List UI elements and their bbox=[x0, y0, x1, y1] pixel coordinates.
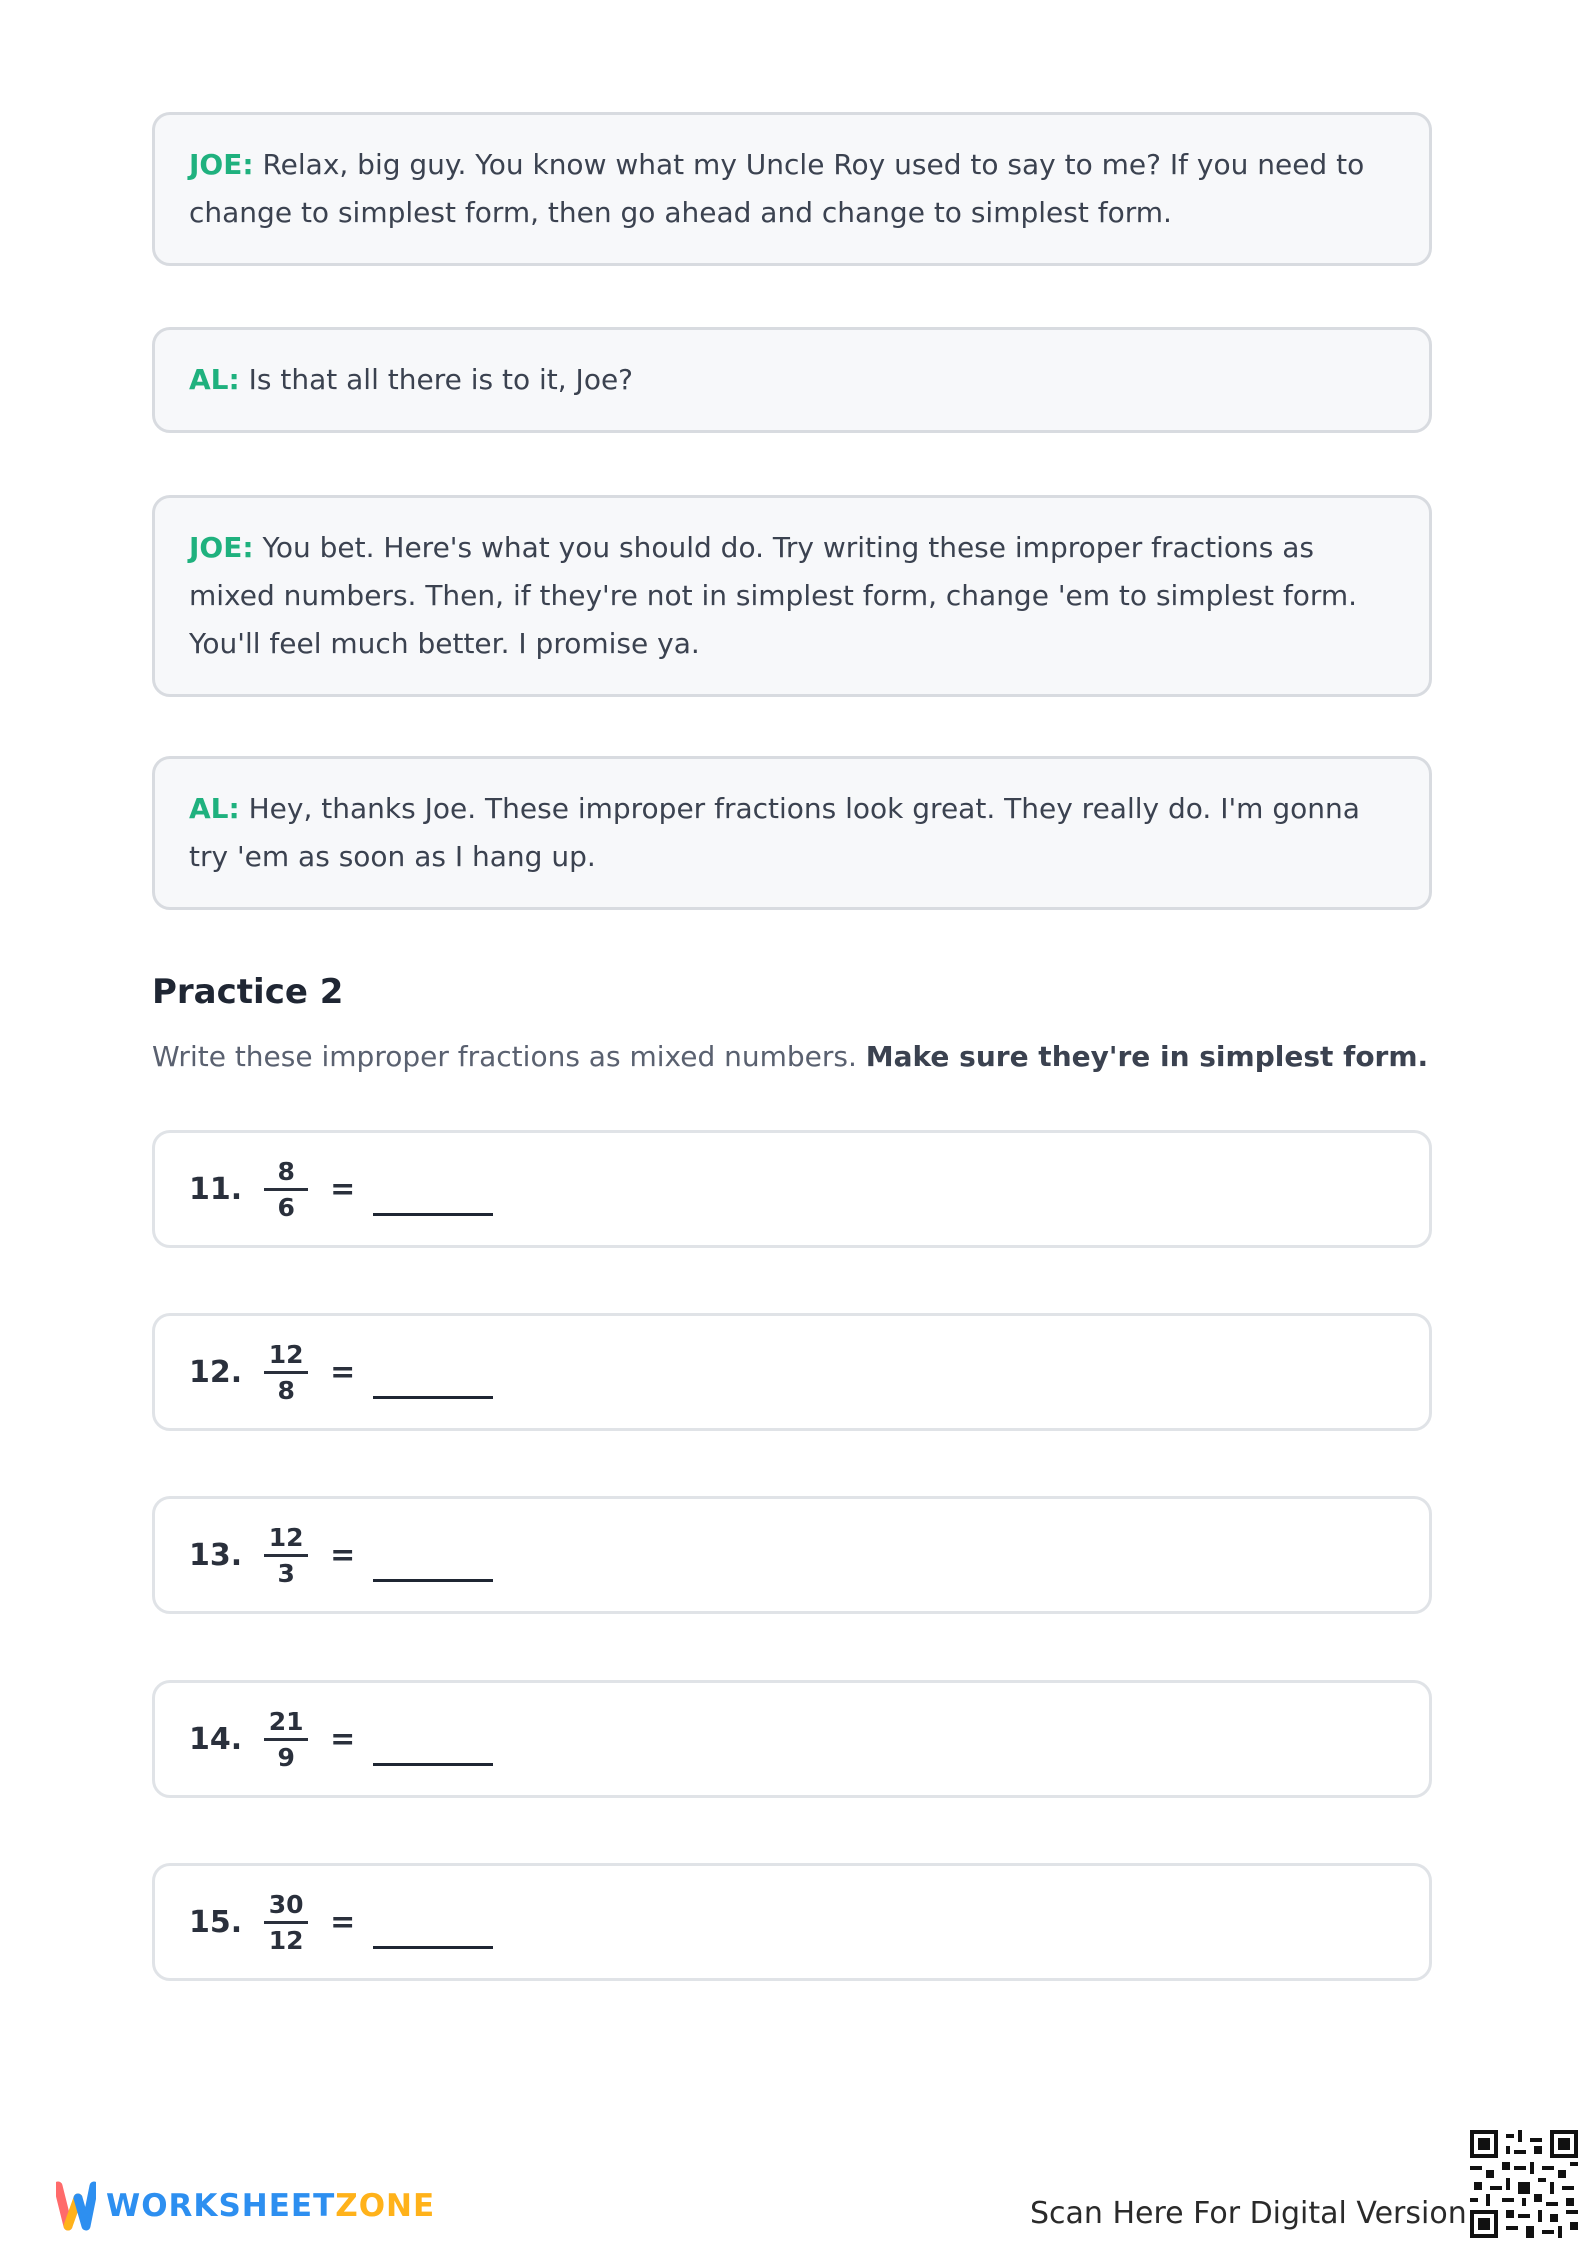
equals-sign: = bbox=[330, 1171, 356, 1207]
speaker-label: JOE: bbox=[189, 148, 254, 181]
numerator: 8 bbox=[277, 1156, 295, 1186]
instruction-bold: Make sure they're in simplest form. bbox=[865, 1040, 1429, 1073]
brand-name: WORKSHEETZONE bbox=[106, 2188, 436, 2224]
fraction bbox=[264, 1707, 308, 1772]
numerator: 30 bbox=[268, 1889, 304, 1919]
dialogue-text: Is that all there is to it, Joe? bbox=[248, 363, 634, 396]
fraction-bar bbox=[264, 1554, 308, 1557]
qr-code-icon[interactable] bbox=[1470, 2130, 1578, 2238]
question-number: 14. bbox=[189, 1721, 243, 1757]
answer-blank[interactable] bbox=[373, 1733, 493, 1766]
denominator: 6 bbox=[277, 1192, 295, 1222]
brand-logo[interactable] bbox=[56, 2180, 435, 2232]
question-card bbox=[152, 1313, 1432, 1431]
question-card bbox=[152, 1496, 1432, 1614]
question-number: 11. bbox=[189, 1171, 243, 1207]
fraction-bar bbox=[264, 1371, 308, 1374]
dialogue-text: You bet. Here's what you should do. Try writing these improper fractions as mixed numbers. Then, if they're not in simplest form, change 'em to simplest form. You'll feel much better. I promise ya. bbox=[189, 531, 1358, 660]
denominator: 8 bbox=[277, 1375, 295, 1405]
dialogue-box bbox=[152, 112, 1432, 266]
question-card bbox=[152, 1863, 1432, 1981]
question-number: 12. bbox=[189, 1354, 243, 1390]
question-number: 13. bbox=[189, 1537, 243, 1573]
numerator: 21 bbox=[268, 1706, 304, 1736]
dialogue-box bbox=[152, 495, 1432, 697]
equals-sign: = bbox=[330, 1721, 356, 1757]
worksheetzone-logo-icon bbox=[56, 2180, 96, 2232]
scan-text: Scan Here For Digital Version bbox=[1030, 2196, 1467, 2231]
fraction bbox=[264, 1890, 308, 1955]
answer-blank[interactable] bbox=[373, 1183, 493, 1216]
fraction-bar bbox=[264, 1921, 308, 1924]
fraction bbox=[264, 1340, 308, 1405]
numerator: 12 bbox=[268, 1522, 304, 1552]
dialogue-text: Hey, thanks Joe. These improper fractions look great. They really do. I'm gonna try 'em as soon as I hang up. bbox=[189, 792, 1360, 873]
answer-blank[interactable] bbox=[373, 1366, 493, 1399]
question-card bbox=[152, 1680, 1432, 1798]
dialogue-box bbox=[152, 756, 1432, 910]
denominator: 3 bbox=[277, 1558, 295, 1588]
equals-sign: = bbox=[330, 1904, 356, 1940]
instruction bbox=[152, 1040, 1428, 1073]
denominator: 9 bbox=[277, 1742, 295, 1772]
question-card bbox=[152, 1130, 1432, 1248]
instruction-text: Write these improper fractions as mixed numbers. bbox=[152, 1040, 857, 1073]
question-number: 15. bbox=[189, 1904, 243, 1940]
speaker-label: AL: bbox=[189, 792, 240, 825]
numerator: 12 bbox=[268, 1339, 304, 1369]
fraction bbox=[264, 1157, 308, 1222]
speaker-label: AL: bbox=[189, 363, 240, 396]
fraction bbox=[264, 1523, 308, 1588]
equals-sign: = bbox=[330, 1537, 356, 1573]
fraction-bar bbox=[264, 1188, 308, 1191]
fraction-bar bbox=[264, 1738, 308, 1741]
dialogue-box bbox=[152, 327, 1432, 433]
denominator: 12 bbox=[268, 1925, 304, 1955]
answer-blank[interactable] bbox=[373, 1916, 493, 1949]
answer-blank[interactable] bbox=[373, 1549, 493, 1582]
speaker-label: JOE: bbox=[189, 531, 254, 564]
section-title: Practice 2 bbox=[152, 972, 344, 1012]
dialogue-text: Relax, big guy. You know what my Uncle Roy used to say to me? If you need to change to simplest form, then go ahead and change to simplest form. bbox=[189, 148, 1365, 229]
equals-sign: = bbox=[330, 1354, 356, 1390]
